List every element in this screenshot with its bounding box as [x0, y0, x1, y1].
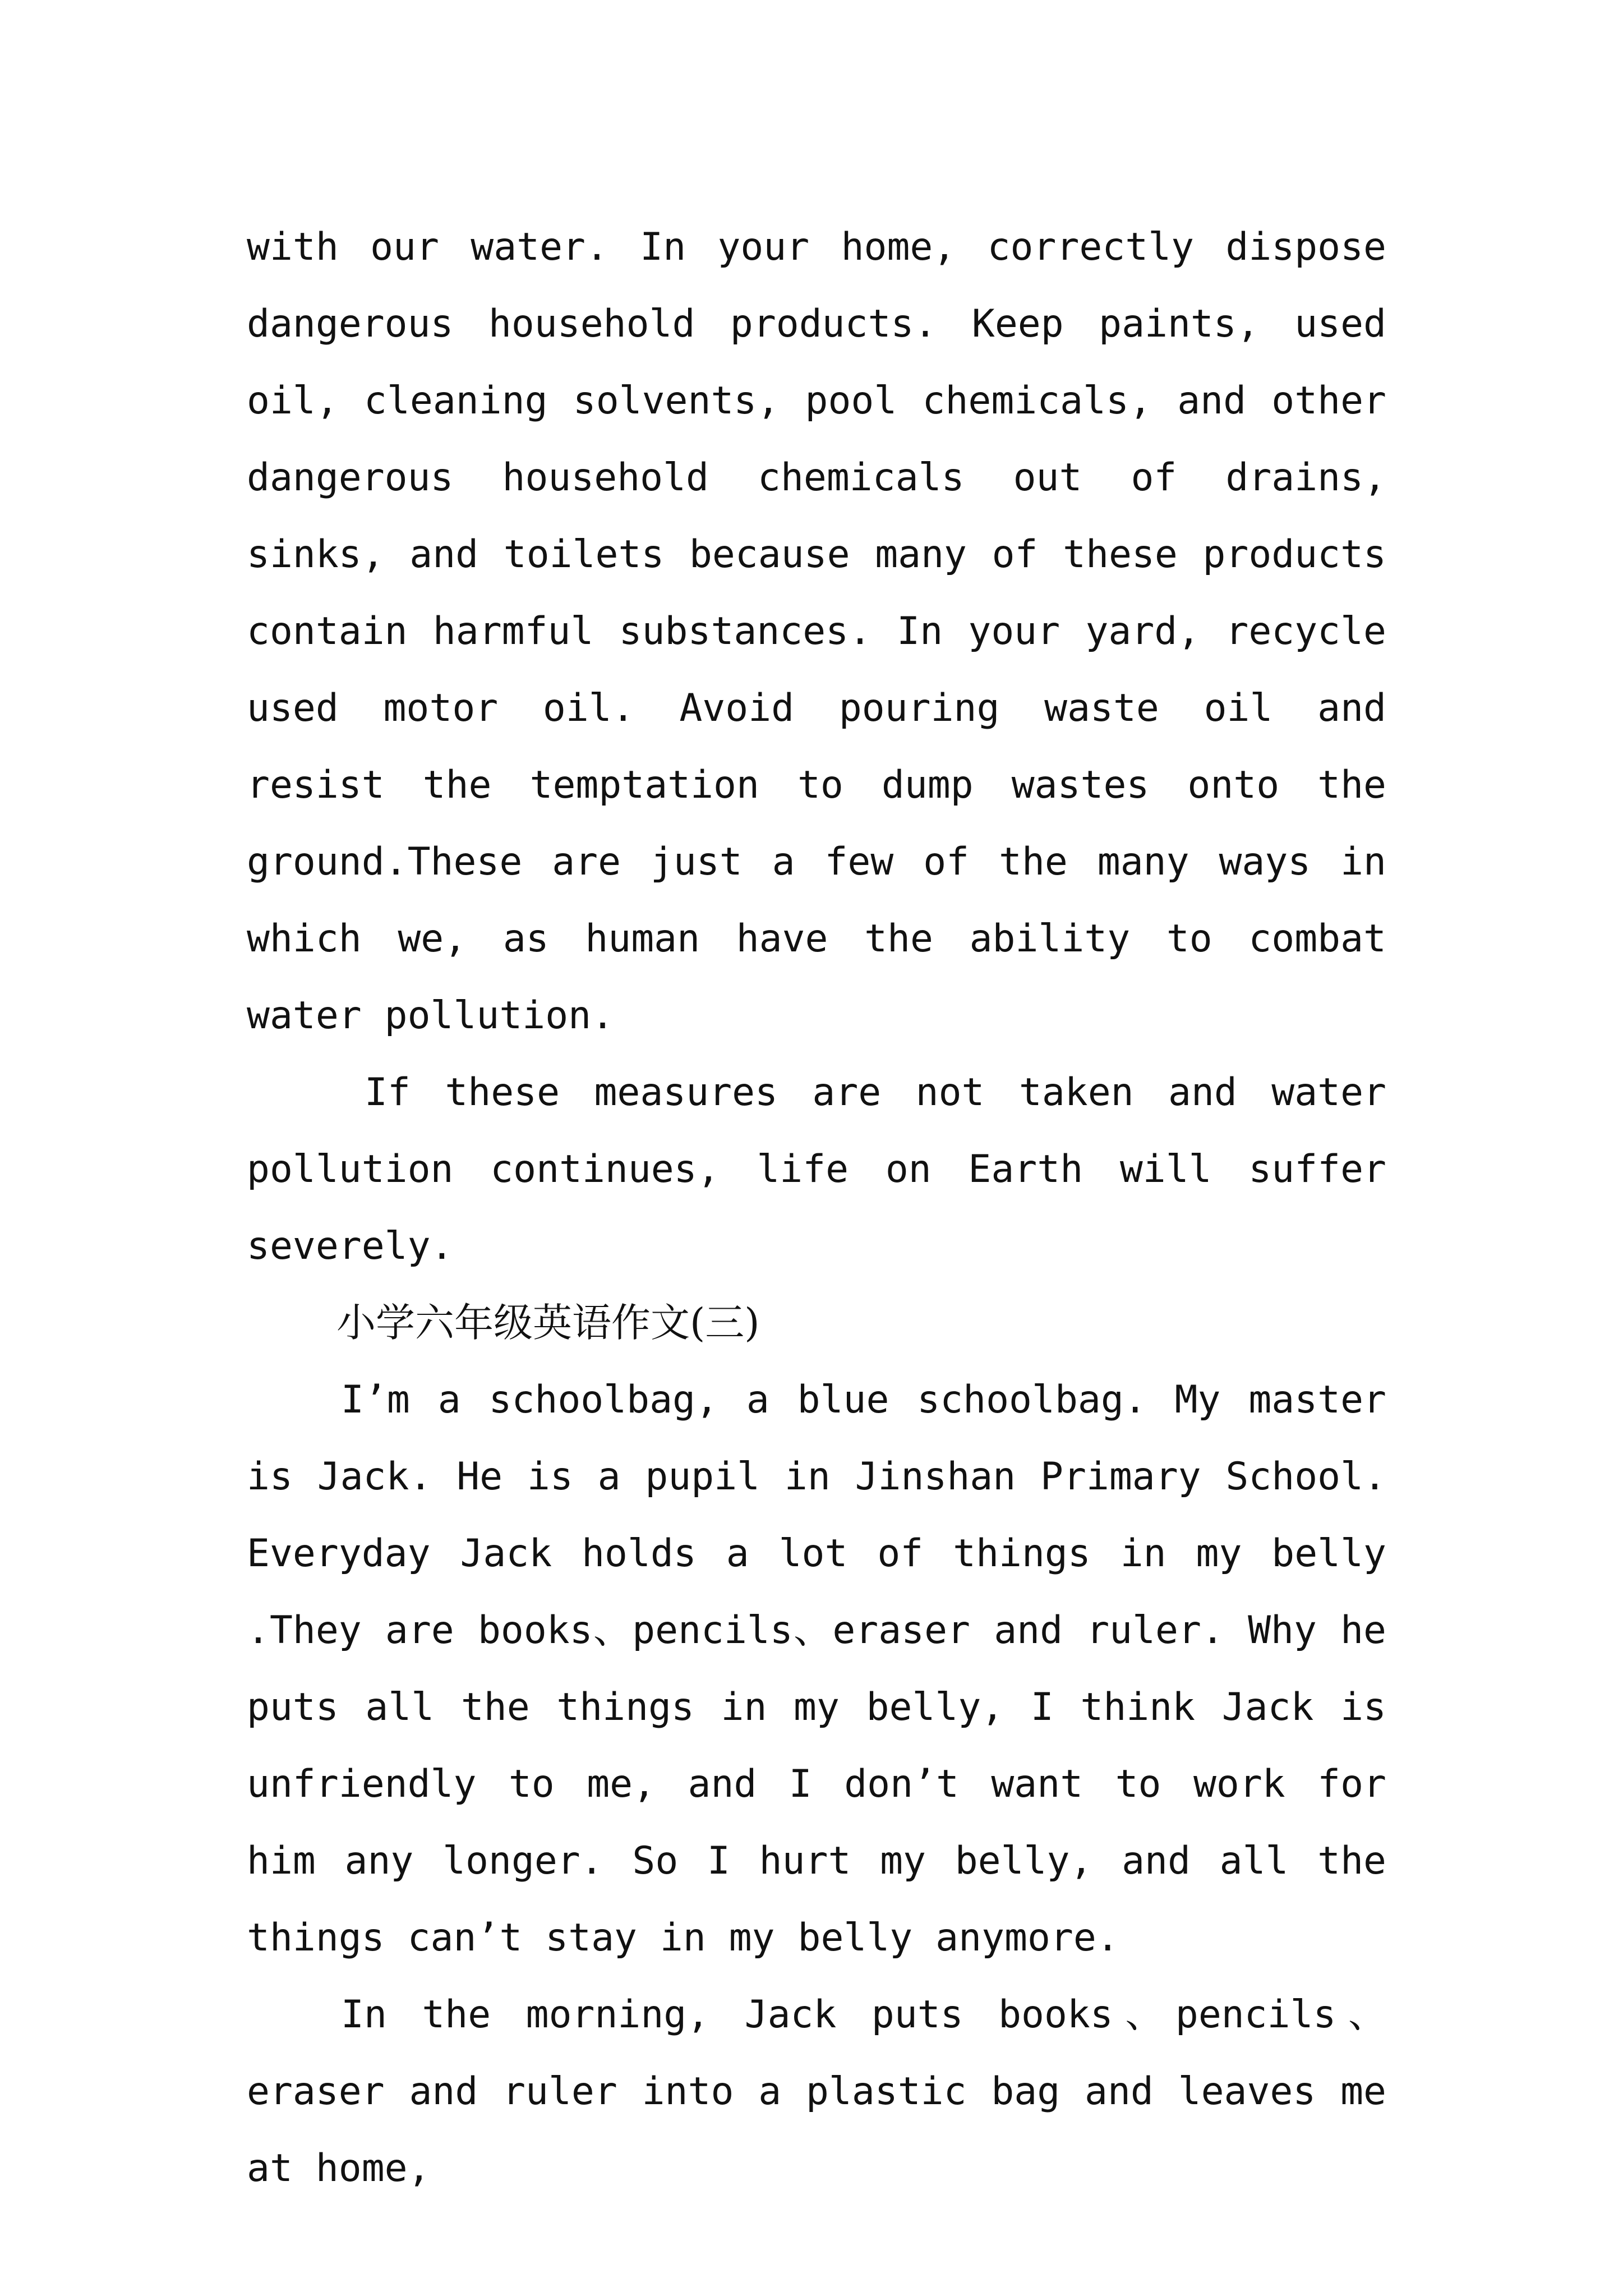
paragraph-schoolbag-intro: I’m a schoolbag, a blue schoolbag. My master is Jack. He is a pupil in Jinshan Primary School. Everyday Jack holds a lot of things in my belly .They are books、pencils、eraser and ruler. Why he puts all the things in my belly, I think Jack is unfriendly to me, and I don’t want to work for him any longer. So I hurt my belly, and all the things can’t stay in my belly anymore.: [247, 1378, 1386, 1960]
paragraph-conclusion: If these measures are not taken and water pollution continues, life on Earth will suffer severely.: [247, 1070, 1386, 1268]
section-heading: 小学六年级英语作文(三): [336, 1300, 760, 1346]
paragraph-morning: In the morning, Jack puts books、pencils、eraser and ruler into a plastic bag and leaves me at home,: [247, 1993, 1386, 2191]
document-body: [247, 209, 1386, 2207]
paragraph-water-measures: with our water. In your home, correctly dispose dangerous household products. Keep paints, used oil, cleaning solvents, pool chemicals, and other dangerous household chemicals out of drains, sinks, and toilets because many of these products contain harmful substances. In your yard, recycle used motor oil. Avoid pouring waste oil and resist the temptation to dump wastes onto the ground.These are just a few of the many ways in which we, as human have the ability to combat water pollution.: [247, 225, 1386, 1038]
